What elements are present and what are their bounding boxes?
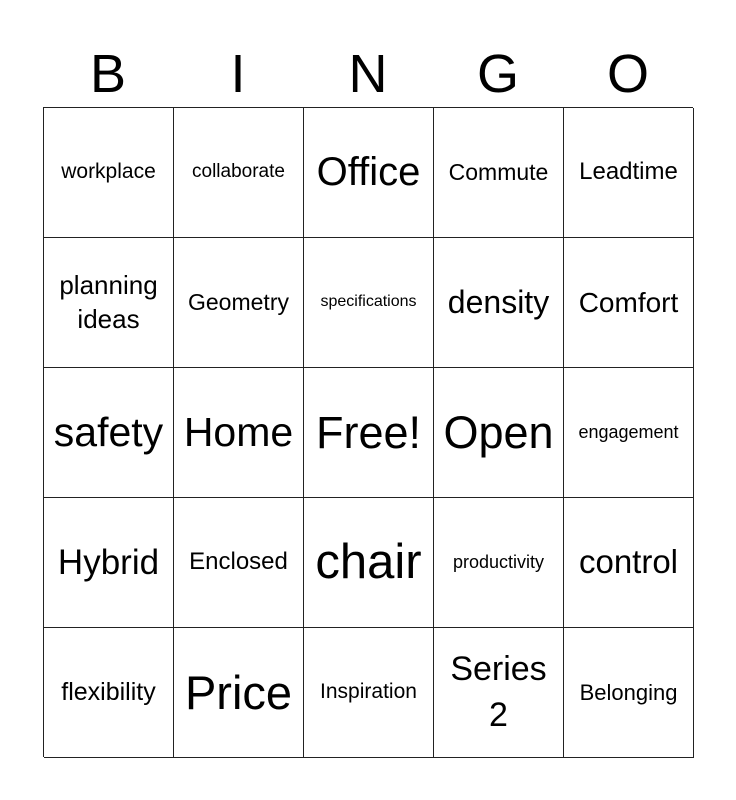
bingo-cell[interactable] bbox=[564, 628, 694, 758]
header-letter-g: G bbox=[476, 44, 519, 104]
bingo-cell[interactable] bbox=[434, 628, 564, 758]
cell-label: flexibility bbox=[61, 677, 156, 706]
cell-label: planning ideas bbox=[59, 269, 158, 334]
bingo-cell[interactable] bbox=[564, 108, 694, 238]
bingo-cell[interactable] bbox=[44, 238, 174, 368]
bingo-cell[interactable] bbox=[174, 368, 304, 498]
free-space-label: Free! bbox=[315, 406, 422, 458]
cell-label: Inspiration bbox=[320, 680, 417, 704]
cell-label: Geometry bbox=[188, 288, 289, 315]
bingo-cell[interactable] bbox=[434, 108, 564, 238]
bingo-cell[interactable] bbox=[44, 108, 174, 238]
bingo-cell[interactable] bbox=[564, 498, 694, 628]
cell-label: Office bbox=[316, 149, 421, 194]
cell-label: Series 2 bbox=[450, 649, 547, 734]
bingo-header bbox=[43, 40, 693, 108]
cell-label: safety bbox=[53, 409, 164, 456]
cell-label: Home bbox=[183, 409, 294, 456]
cell-label: Commute bbox=[448, 158, 549, 185]
bingo-board bbox=[43, 107, 693, 757]
cell-label: Open bbox=[443, 406, 554, 458]
bingo-cell[interactable] bbox=[174, 108, 304, 238]
bingo-cell[interactable] bbox=[304, 108, 434, 238]
cell-label: Enclosed bbox=[189, 548, 288, 576]
header-letter-i: I bbox=[230, 44, 246, 104]
bingo-cell[interactable] bbox=[304, 238, 434, 368]
bingo-cell[interactable] bbox=[304, 368, 434, 498]
bingo-cell[interactable] bbox=[434, 498, 564, 628]
cell-label: specifications bbox=[320, 293, 417, 311]
cell-label: collaborate bbox=[192, 161, 285, 183]
bingo-cell[interactable] bbox=[174, 628, 304, 758]
cell-label: Hybrid bbox=[57, 542, 160, 582]
bingo-cell[interactable] bbox=[44, 498, 174, 628]
cell-label: density bbox=[447, 283, 550, 320]
cell-label: Belonging bbox=[579, 679, 678, 705]
bingo-cell[interactable] bbox=[304, 498, 434, 628]
cell-label: chair bbox=[315, 534, 422, 589]
bingo-cell[interactable] bbox=[434, 238, 564, 368]
bingo-cell[interactable] bbox=[174, 498, 304, 628]
cell-label: productivity bbox=[452, 551, 545, 572]
cell-label: Leadtime bbox=[579, 158, 678, 186]
header-letter-n: N bbox=[348, 44, 388, 104]
header-letter-b: B bbox=[89, 44, 127, 104]
bingo-cell[interactable] bbox=[304, 628, 434, 758]
cell-label: control bbox=[578, 543, 679, 581]
bingo-cell[interactable] bbox=[564, 368, 694, 498]
cell-label: Comfort bbox=[578, 286, 679, 318]
cell-label: engagement bbox=[578, 421, 679, 442]
bingo-cell[interactable] bbox=[564, 238, 694, 368]
bingo-cell[interactable] bbox=[44, 368, 174, 498]
cell-label: workplace bbox=[61, 160, 156, 184]
header-letter-o: O bbox=[606, 44, 649, 104]
bingo-cell[interactable] bbox=[44, 628, 174, 758]
bingo-cell[interactable] bbox=[174, 238, 304, 368]
bingo-cell[interactable] bbox=[434, 368, 564, 498]
cell-label: Price bbox=[184, 665, 293, 719]
